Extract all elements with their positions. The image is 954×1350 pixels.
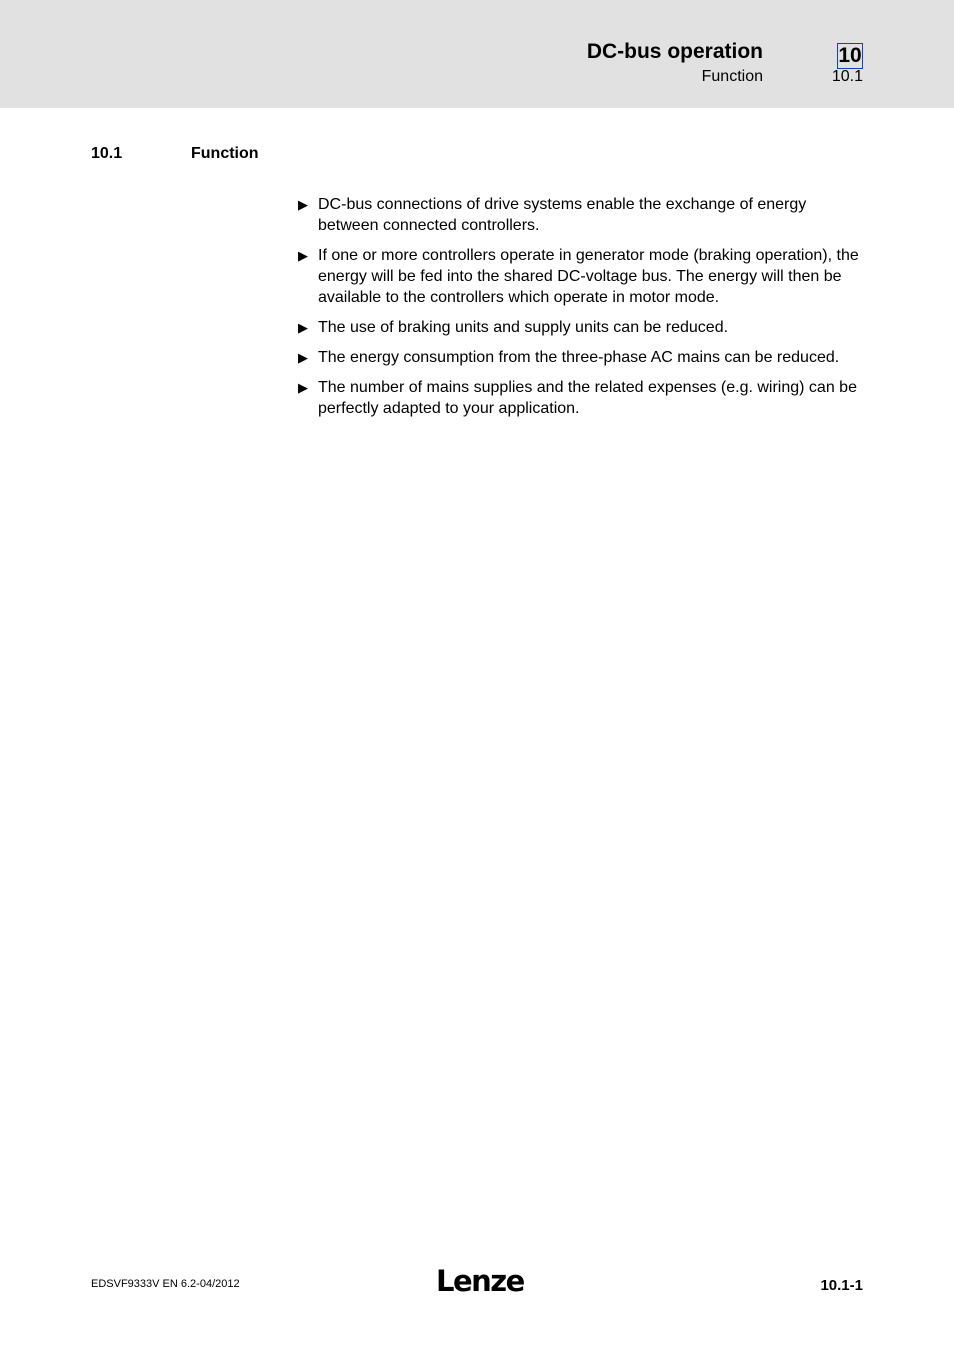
section-title: Function bbox=[191, 145, 259, 162]
arrow-bullet-icon: ▶ bbox=[298, 350, 308, 365]
lenze-logo: Lenze bbox=[436, 1264, 524, 1298]
arrow-bullet-icon: ▶ bbox=[298, 380, 308, 395]
bullet-text: The energy consumption from the three-phase AC mains can be reduced. bbox=[318, 349, 840, 366]
header-section-number: 10.1 bbox=[831, 68, 863, 85]
page-number: 10.1-1 bbox=[820, 1277, 863, 1294]
section-number: 10.1 bbox=[91, 145, 123, 162]
chapter-title: DC-bus operation bbox=[586, 40, 763, 63]
page-header bbox=[0, 0, 954, 108]
list-item bbox=[298, 347, 860, 368]
arrow-bullet-icon: ▶ bbox=[298, 320, 308, 335]
bullet-text: If one or more controllers operate in generator mode (braking operation), the energy will be fed into the shared DC-voltage bus. The energy will then be available to the controllers which operate in motor mode. bbox=[318, 247, 859, 306]
footer-document-id: EDSVF9333V EN 6.2-04/2012 bbox=[91, 1278, 240, 1290]
list-item bbox=[298, 317, 860, 338]
bullet-list bbox=[298, 194, 860, 428]
arrow-bullet-icon: ▶ bbox=[298, 248, 308, 263]
arrow-bullet-icon: ▶ bbox=[298, 197, 308, 212]
chapter-number-link[interactable]: 10 bbox=[838, 44, 862, 67]
chapter-subtitle: Function bbox=[701, 68, 763, 85]
bullet-text: DC-bus connections of drive systems enable the exchange of energy between connected controllers. bbox=[318, 196, 807, 234]
list-item bbox=[298, 194, 860, 236]
list-item bbox=[298, 245, 860, 308]
bullet-text: The use of braking units and supply units can be reduced. bbox=[318, 319, 729, 336]
section-heading bbox=[91, 145, 259, 163]
bullet-text: The number of mains supplies and the related expenses (e.g. wiring) can be perfectly adapted to your application. bbox=[318, 379, 857, 417]
list-item bbox=[298, 377, 860, 419]
